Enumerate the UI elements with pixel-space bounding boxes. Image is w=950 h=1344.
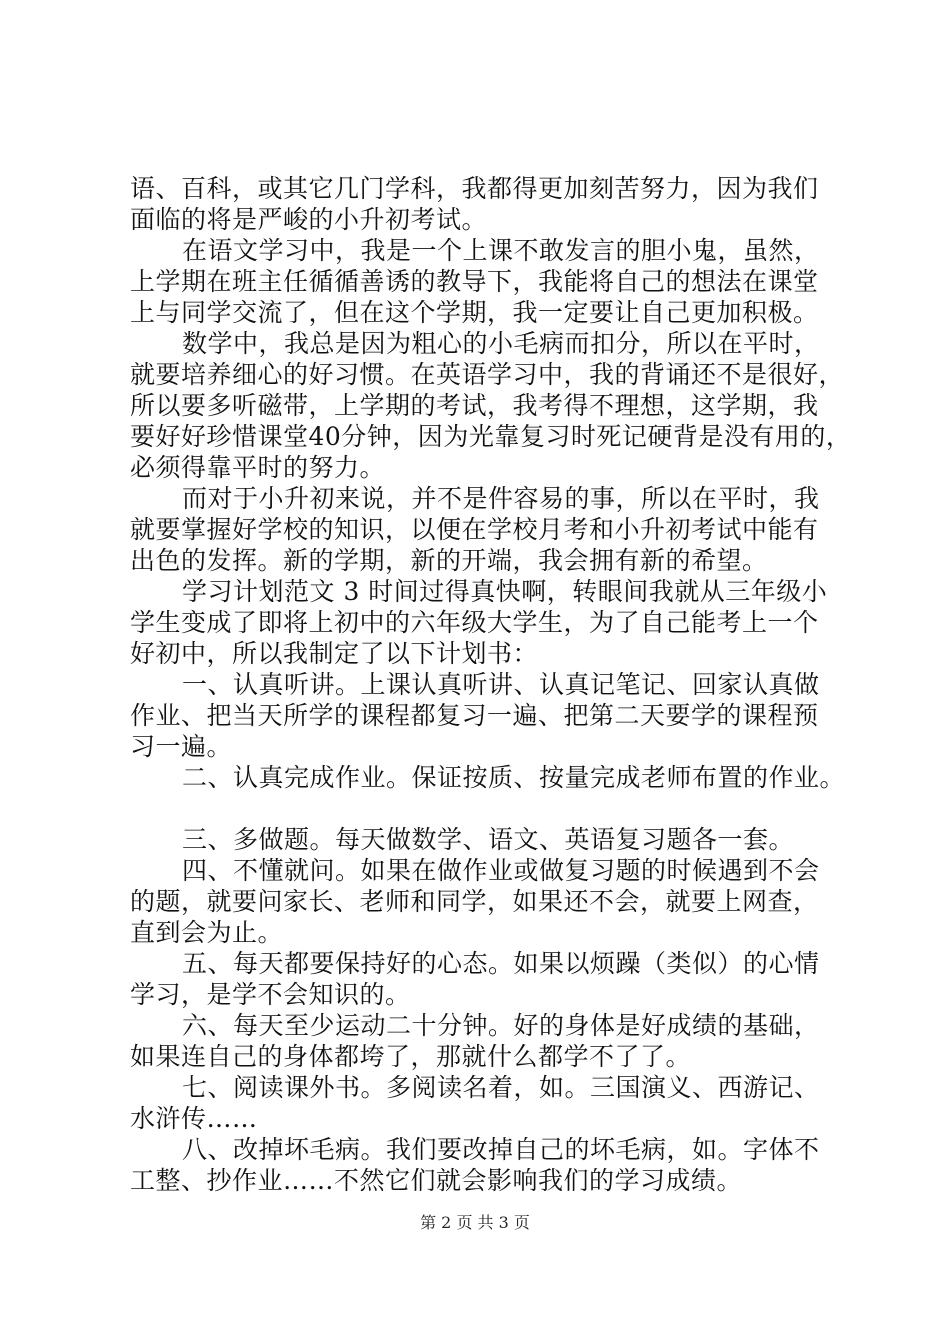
paragraph-start: 一、认真听讲。上课认真听讲、认真记笔记、回家认真做 [182, 670, 820, 699]
text-line: 工整、抄作业……不然它们就会影响我们的学习成绩。 [130, 1166, 743, 1195]
text-line: 的题，就要问家长、老师和同学，如果还不会，就要上网查， [130, 887, 819, 916]
text-line: 语、百科，或其它几门学科，我都得更加刻苦努力，因为我们 [130, 174, 819, 203]
text-line: 必须得靠平时的努力。 [130, 453, 386, 482]
paragraph-start: 三、多做题。每天做数学、语文、英语复习题各一套。 [182, 825, 795, 854]
page-number-footer: 第 2 页 共 3 页 [420, 1213, 530, 1232]
paragraph-start: 学习计划范文 3 时间过得真快啊，转眼间我就从三年级小 [182, 577, 828, 606]
paragraph-start: 四、不懂就问。如果在做作业或做复习题的时候遇到不会 [182, 856, 820, 885]
text-line: 如果连自己的身体都垮了，那就什么都学不了了。 [130, 1042, 692, 1071]
paragraph-start: 五、每天都要保持好的心态。如果以烦躁（类似）的心情 [182, 949, 820, 978]
paragraph-start: 八、改掉坏毛病。我们要改掉自己的坏毛病，如。字体不 [182, 1135, 820, 1164]
paragraph-start: 而对于小升初来说，并不是件容易的事，所以在平时，我 [182, 484, 820, 513]
text-line: 出色的发挥。新的学期，新的开端，我会拥有新的希望。 [130, 546, 768, 575]
text-line: 学生变成了即将上初中的六年级大学生，为了自己能考上一个 [130, 608, 819, 637]
text-line: 直到会为止。 [130, 918, 284, 947]
text-line: 学习，是学不会知识的。 [130, 980, 411, 1009]
paragraph-start: 二、认真完成作业。保证按质、按量完成老师布置的作业。 [182, 763, 846, 792]
text-line: 就要培养细心的好习惯。在英语学习中，我的背诵还不是很好， [130, 360, 845, 389]
text-line: 水浒传…… [130, 1104, 258, 1133]
text-line: 面临的将是严峻的小升初考试。 [130, 205, 488, 234]
paragraph-start: 在语文学习中，我是一个上课不敢发言的胆小鬼，虽然， [182, 236, 820, 265]
text-line: 就要掌握好学校的知识，以便在学校月考和小升初考试中能有 [130, 515, 819, 544]
text-line: 要好好珍惜课堂40分钟，因为光靠复习时死记硬背是没有用的， [130, 422, 852, 451]
text-line: 好初中，所以我制定了以下计划书： [130, 639, 539, 668]
paragraph-start: 六、每天至少运动二十分钟。好的身体是好成绩的基础， [182, 1011, 820, 1040]
text-line: 上学期在班主任循循善诱的教导下，我能将自己的想法在课堂 [130, 267, 819, 296]
paragraph-start: 数学中，我总是因为粗心的小毛病而扣分，所以在平时， [182, 329, 820, 358]
text-line: 习一遍。 [130, 732, 233, 761]
blank-line [130, 793, 850, 824]
text-line: 上与同学交流了，但在这个学期，我一定要让自己更加积极。 [130, 298, 819, 327]
document-body [130, 173, 850, 1196]
text-line: 所以要多听磁带，上学期的考试，我考得不理想，这学期，我 [130, 391, 819, 420]
text-line: 作业、把当天所学的课程都复习一遍、把第二天要学的课程预 [130, 701, 819, 730]
paragraph-start: 七、阅读课外书。多阅读名着，如。三国演义、西游记、 [182, 1073, 820, 1102]
